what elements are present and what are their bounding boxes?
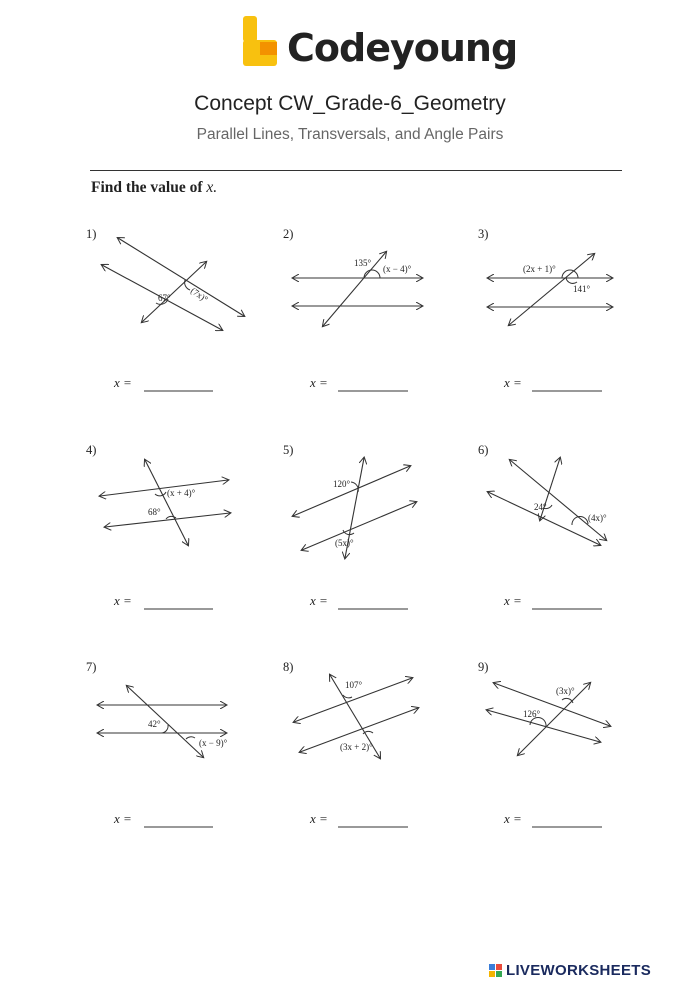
answer-prefix: x = [504, 811, 522, 826]
angle-label: (3x)° [556, 686, 575, 696]
answer-prefix: x = [504, 375, 522, 390]
angle-label: (3x + 2)° [340, 742, 373, 752]
problem-number: 4) [86, 443, 97, 457]
brand-name: Codeyoung [287, 26, 518, 70]
answer-prefix: x = [310, 375, 328, 390]
angle-label: 126° [523, 709, 541, 719]
problem-1 [86, 227, 244, 391]
problem-5 [283, 443, 416, 609]
angle-label: (7x)° [188, 285, 210, 305]
angle-label: 24° [534, 502, 547, 512]
answer-prefix: x = [114, 375, 132, 390]
angle-label: 68° [148, 507, 161, 517]
problem-number: 3) [478, 227, 489, 241]
page-subtitle: Parallel Lines, Transversals, and Angle Pairs [196, 126, 504, 143]
answer-prefix: x = [114, 593, 132, 608]
problem-6 [478, 443, 607, 609]
angle-label: 120° [333, 479, 351, 489]
angle-label: (x + 4)° [167, 488, 196, 498]
answer-prefix: x = [114, 811, 132, 826]
instruction-text: Find the value of [91, 179, 207, 196]
problem-number: 7) [86, 660, 97, 674]
instruction-variable: x. [206, 179, 218, 196]
problem-number: 6) [478, 443, 489, 457]
angle-label: 141° [573, 284, 591, 294]
angle-label: (x − 9)° [199, 738, 228, 748]
problem-number: 9) [478, 660, 489, 674]
problem-4 [86, 443, 230, 609]
problem-number: 1) [86, 227, 97, 241]
angle-label: 107° [345, 680, 363, 690]
angle-label: 135° [354, 258, 372, 268]
angle-label: (5x)° [335, 538, 354, 548]
angle-label: (x − 4)° [383, 264, 412, 274]
page-title: Concept CW_Grade-6_Geometry [194, 92, 506, 115]
problem-9 [478, 660, 610, 827]
angle-label: 42° [148, 719, 161, 729]
problem-3 [478, 227, 612, 391]
problem-number: 8) [283, 660, 294, 674]
liveworksheets-icon [489, 964, 503, 978]
angle-label: (2x + 1)° [523, 264, 556, 274]
answer-prefix: x = [504, 593, 522, 608]
problem-7 [86, 660, 228, 827]
answer-prefix: x = [310, 593, 328, 608]
liveworksheets-watermark: LIVEWORKSHEETS [506, 962, 652, 979]
angle-label: (4x)° [588, 513, 607, 523]
problem-number: 2) [283, 227, 294, 241]
answer-prefix: x = [310, 811, 328, 826]
problem-number: 5) [283, 443, 294, 457]
problem-2 [283, 227, 422, 391]
problem-8 [283, 660, 418, 827]
angle-label: 67° [158, 293, 171, 303]
